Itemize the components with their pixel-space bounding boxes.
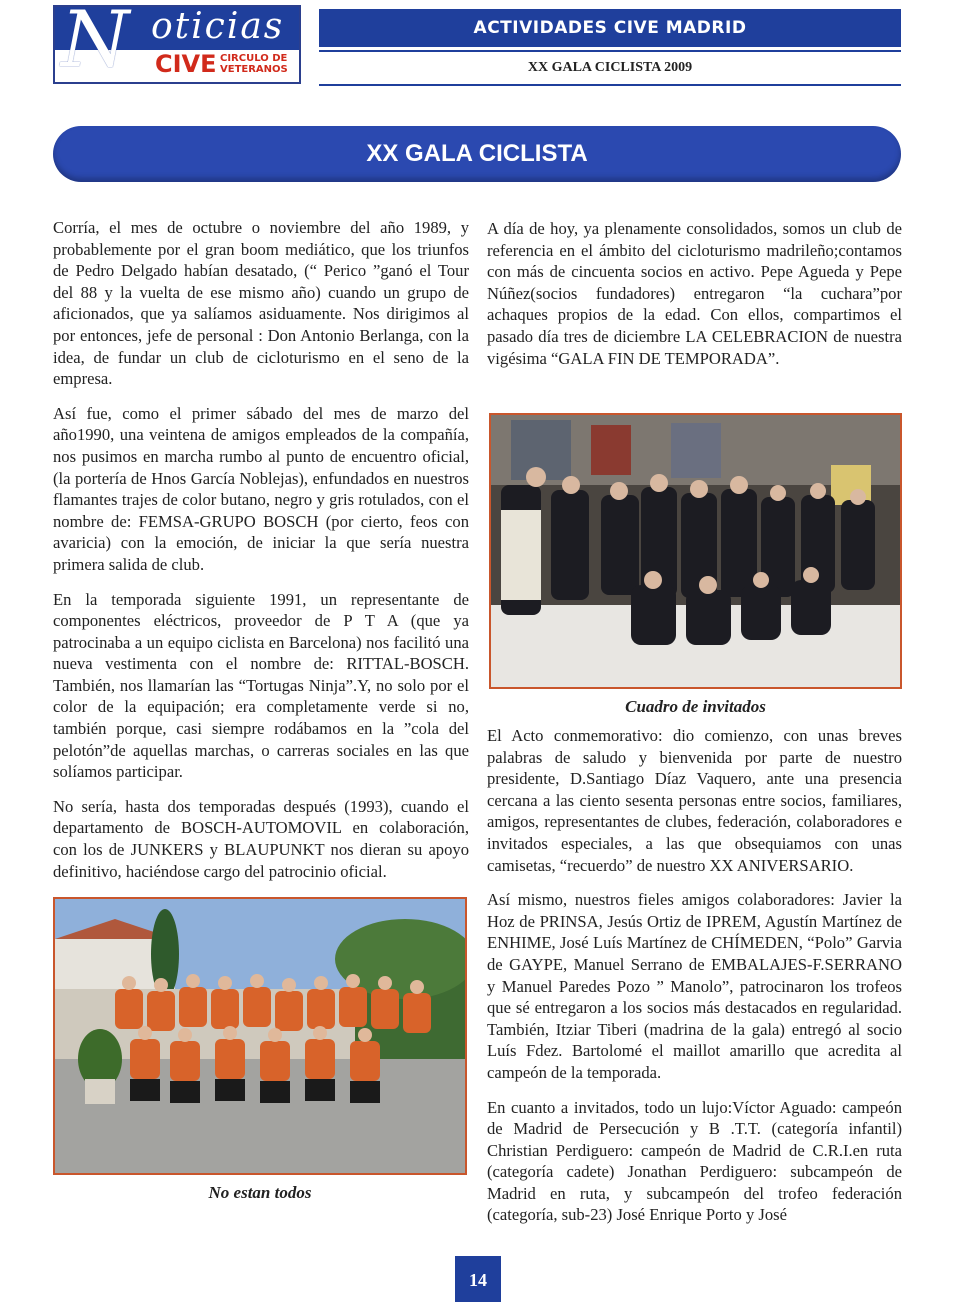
- paragraph: En cuanto a invitados, todo un lujo:Víctor Aguado: campeón de Madrid de Persecución y B .T.T. (categoría infantil) Christian Perdiguero: campeón de Madrid de C.R.I.en ruta (categoría cadete) Jonathan Perdiguero: subcampeón de Madrid en ruta, y subcampeón del trofeo federación (categoría, sub-23) José Enrique Porto y José: [487, 1097, 902, 1225]
- logo-subtitle: CIRCULO DE VETERANOS: [220, 53, 288, 75]
- paragraph: El Acto conmemorativo: dio comienzo, con unas breves palabras de saludo y bienvenida por parte de nuestro presidente, D.Santiago Díaz Vaquero, ante una presencia cercana a las ciento sesenta personas entre socios, familiares, amigos, representantes de clubes, federación, colaboradores e invitados especiales, a las que obsequiamos con unas camisetas, “recuerdo” de nuestro XX ANIVERSARIO.: [487, 726, 902, 875]
- header-divider: [319, 84, 901, 86]
- club-group-photo: [53, 897, 467, 1175]
- paragraph: A día de hoy, ya plenamente consolidados, somos un club de referencia en el ámbito del cicloturismo madrileño;contamos con más de cincuenta socios en activo. Pepe Agueda y Pepe Núñez(socios fundadores) entregaron “la cuchara”por achaques propios de la edad. Con ellos, compartimos el pasado día tres de diciembre LA CELEBRACION de nuestra vigésima “GALA FIN DE TEMPORADA”.: [487, 219, 902, 368]
- paragraph: En la temporada siguiente 1991, un representante de componentes eléctricos, proveedor de P T A (que ya patrocinaba a un equipo ciclista en Barcelona) nos facilitó una nueva vestimenta con el nombre de: RITTAL-BOSCH. También, nos llamarían las “Tortugas Ninja”.Y, no solo por el color de la equipación; era completamente verde si no, también porque, casi siempre rodábamos en la ”cola del pelotón”de aquellas marchas, o carreras sociales en las que solíamos participar.: [53, 589, 469, 782]
- paragraph: Así mismo, nuestros fieles amigos colaboradores: Javier la Hoz de PRINSA, Jesús Ortiz de IPREM, Agustín Martínez de ENHIME, José Luís Martínez de CHÍMEDEN, “Polo” Garvia de GAYPE, Manuel Serrano de EMBALAJES-F.SERRANO y Manuel Paredes Pozo ” Manolo”, patrocinaron los trofeos que sé entregaron a los socios más destacados en regularidad. También, Itziar Tiberi (madrina de la gala) entregó al socio Luís Fdez. Bartolomé el maillot amarillo que acredita al campeón de la temporada.: [487, 890, 902, 1082]
- section-heading: ACTIVIDADES CIVE MADRID: [319, 9, 901, 47]
- right-column-bottom: [487, 725, 902, 1239]
- paragraph: Corría, el mes de octubre o noviembre del año 1989, y probablemente por el gran boom mediático, que los triunfos de Pedro Delgado habían desatado, (“ Perico ”ganó el Tour del 88 y la vuelta de ese mismo año) cuando un grupo de aficionados, que ya salíamos asiduamente. Nos dirigimos al por entonces, jefe de personal : Don Antonio Berlanga, con la idea, de fundar un club de cicloturismo en el seno de la empresa.: [53, 218, 469, 389]
- page-number: 14: [455, 1256, 501, 1302]
- logo: [53, 0, 301, 85]
- header-divider: [319, 50, 901, 52]
- article-title: XX GALA CICLISTA: [53, 126, 901, 182]
- right-column-top: [487, 218, 902, 382]
- left-column: [53, 217, 469, 895]
- section-subheading: XX GALA CICLISTA 2009: [527, 60, 693, 75]
- logo-word: oticias: [151, 6, 285, 47]
- paragraph: No sería, hasta dos temporadas después (1993), cuando el departamento de BOSCH-AUTOMOVIL en colaboración, con los de JUNKERS y BLAUPUNKT nos dieran su apoyo definitivo, haciéndose cargo del patrocinio oficial.: [53, 796, 469, 881]
- club-photo-caption: No estan todos: [208, 1183, 312, 1202]
- guests-photo-caption: Cuadro de invitados: [625, 697, 766, 716]
- logo-brand: CIVE: [155, 50, 217, 78]
- logo-initial: N: [61, 0, 130, 85]
- paragraph: Así fue, como el primer sábado del mes de marzo del año1990, una veintena de amigos empleados de la compañía, nos pusimos en marcha rumbo al punto de encuentro oficial, (la portería de Hnos García Noblejas), enfundados en nuestros flamantes trajes de color butano, negro y gris rotulados, con el nombre de: FEMSA-GRUPO BOSCH (por cierto, feos con avaricia) con la emoción, de iniciar la que sería nuestra primera salida de club.: [53, 403, 469, 574]
- guests-photo: [489, 413, 902, 689]
